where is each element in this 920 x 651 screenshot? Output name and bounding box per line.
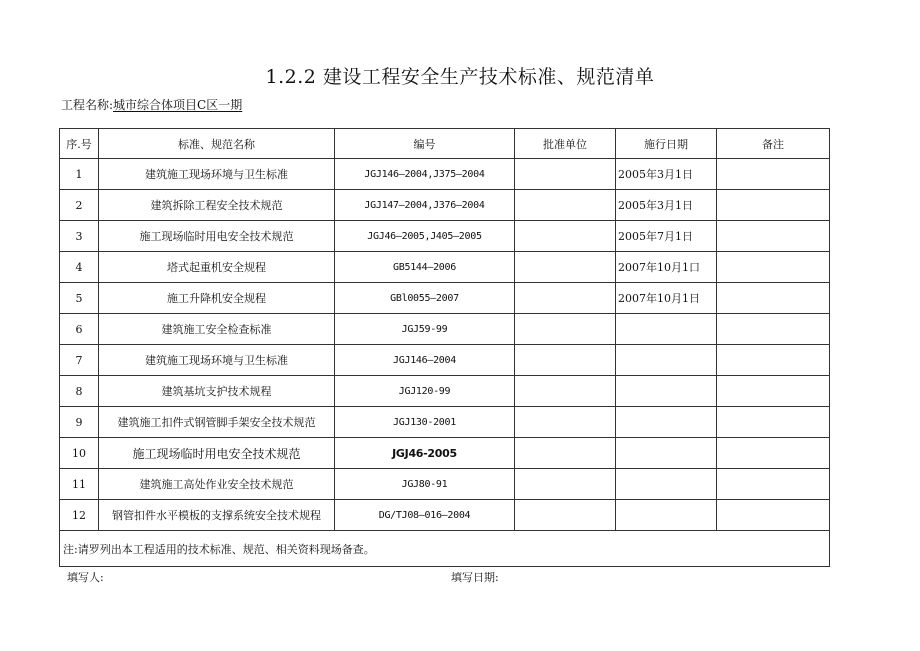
table-row bbox=[60, 500, 830, 531]
cell-date: 2007年10月1日 bbox=[616, 283, 717, 314]
cell-unit bbox=[515, 190, 616, 221]
cell-name: 建筑施工高处作业安全技术规范 bbox=[99, 469, 335, 500]
cell-name: 施工升降机安全规程 bbox=[99, 283, 335, 314]
cell-code: JGJ80-91 bbox=[335, 469, 515, 500]
cell-code: JGJ146—2004 bbox=[335, 345, 515, 376]
cell-no: 12 bbox=[60, 500, 99, 531]
cell-remark bbox=[717, 345, 830, 376]
table-row bbox=[60, 469, 830, 500]
cell-date bbox=[616, 500, 717, 531]
cell-unit bbox=[515, 345, 616, 376]
cell-remark bbox=[717, 500, 830, 531]
cell-no: 4 bbox=[60, 252, 99, 283]
cell-name: 施工现场临时用电安全技术规范 bbox=[99, 438, 335, 469]
table-row bbox=[60, 159, 830, 190]
cell-unit bbox=[515, 469, 616, 500]
cell-name: 钢管扣件水平模板的支撑系统安全技术规程 bbox=[99, 500, 335, 531]
cell-no: 8 bbox=[60, 376, 99, 407]
cell-date bbox=[616, 407, 717, 438]
cell-name: 建筑施工现场环境与卫生标准 bbox=[99, 345, 335, 376]
cell-date bbox=[616, 438, 717, 469]
cell-no: 10 bbox=[60, 438, 99, 469]
cell-remark bbox=[717, 438, 830, 469]
cell-code: JGJ46—2005,J405—2005 bbox=[335, 221, 515, 252]
cell-no: 2 bbox=[60, 190, 99, 221]
cell-unit bbox=[515, 407, 616, 438]
cell-name: 建筑拆除工程安全技术规范 bbox=[99, 190, 335, 221]
table-header-row bbox=[60, 129, 830, 159]
cell-date: 2005年7月1日 bbox=[616, 221, 717, 252]
cell-date bbox=[616, 469, 717, 500]
table-row bbox=[60, 252, 830, 283]
cell-remark bbox=[717, 221, 830, 252]
cell-unit bbox=[515, 500, 616, 531]
cell-name: 塔式起重机安全规程 bbox=[99, 252, 335, 283]
cell-unit bbox=[515, 314, 616, 345]
cell-remark bbox=[717, 469, 830, 500]
cell-remark bbox=[717, 283, 830, 314]
project-name-label: 工程名称: bbox=[61, 98, 114, 112]
project-name-value: 城市综合体项目C区一期 bbox=[113, 98, 243, 112]
cell-code: GB5144—2006 bbox=[335, 252, 515, 283]
cell-no: 1 bbox=[60, 159, 99, 190]
cell-name: 施工现场临时用电安全技术规范 bbox=[99, 221, 335, 252]
note-row bbox=[60, 531, 830, 567]
cell-date: 2005年3月1日 bbox=[616, 159, 717, 190]
header-code: 编号 bbox=[335, 129, 515, 159]
standards-table bbox=[59, 128, 830, 567]
cell-name: 建筑施工现场环境与卫生标准 bbox=[99, 159, 335, 190]
cell-remark bbox=[717, 314, 830, 345]
cell-remark bbox=[717, 376, 830, 407]
cell-name: 建筑基坑支护技术规程 bbox=[99, 376, 335, 407]
table-row bbox=[60, 376, 830, 407]
cell-code: JGJ146—2004,J375—2004 bbox=[335, 159, 515, 190]
table-row bbox=[60, 314, 830, 345]
cell-date: 2007年10月1口 bbox=[616, 252, 717, 283]
table-row bbox=[60, 221, 830, 252]
cell-code: DG/TJ08—016—2004 bbox=[335, 500, 515, 531]
cell-remark bbox=[717, 407, 830, 438]
cell-no: 7 bbox=[60, 345, 99, 376]
header-name: 标准、规范名称 bbox=[99, 129, 335, 159]
cell-date: 2005年3月1日 bbox=[616, 190, 717, 221]
cell-code: JGJ46-2005 bbox=[335, 438, 515, 469]
cell-unit bbox=[515, 221, 616, 252]
page-title: 1.2.2 建设工程安全生产技术标准、规范清单 bbox=[265, 66, 655, 88]
cell-remark bbox=[717, 190, 830, 221]
cell-unit bbox=[515, 283, 616, 314]
cell-unit bbox=[515, 252, 616, 283]
cell-code: GBl0055—2007 bbox=[335, 283, 515, 314]
cell-date bbox=[616, 345, 717, 376]
cell-no: 11 bbox=[60, 469, 99, 500]
table-row bbox=[60, 283, 830, 314]
fill-date-label: 填写日期: bbox=[451, 571, 499, 584]
cell-unit bbox=[515, 376, 616, 407]
cell-no: 3 bbox=[60, 221, 99, 252]
cell-remark bbox=[717, 159, 830, 190]
table-note: 注:请罗列出本工程适用的技术标准、规范、相关资料现场备查。 bbox=[60, 531, 830, 567]
header-no: 序.号 bbox=[60, 129, 99, 159]
cell-date bbox=[616, 314, 717, 345]
cell-date bbox=[616, 376, 717, 407]
cell-remark bbox=[717, 252, 830, 283]
cell-unit bbox=[515, 438, 616, 469]
cell-code: JGJ120-99 bbox=[335, 376, 515, 407]
table-row bbox=[60, 438, 830, 469]
header-unit: 批准单位 bbox=[515, 129, 616, 159]
cell-name: 建筑施工安全检查标准 bbox=[99, 314, 335, 345]
cell-no: 6 bbox=[60, 314, 99, 345]
cell-code: JGJ147—2004,J376—2004 bbox=[335, 190, 515, 221]
header-remark: 备注 bbox=[717, 129, 830, 159]
cell-no: 9 bbox=[60, 407, 99, 438]
filler-label: 填写人: bbox=[67, 571, 104, 584]
header-date: 施行日期 bbox=[616, 129, 717, 159]
cell-no: 5 bbox=[60, 283, 99, 314]
cell-code: JGJ59-99 bbox=[335, 314, 515, 345]
cell-unit bbox=[515, 159, 616, 190]
cell-name: 建筑施工扣件式钢管脚手架安全技术规范 bbox=[99, 407, 335, 438]
table-row bbox=[60, 345, 830, 376]
table-row bbox=[60, 407, 830, 438]
table-row bbox=[60, 190, 830, 221]
project-name-line bbox=[61, 96, 242, 113]
cell-code: JGJ130-2001 bbox=[335, 407, 515, 438]
